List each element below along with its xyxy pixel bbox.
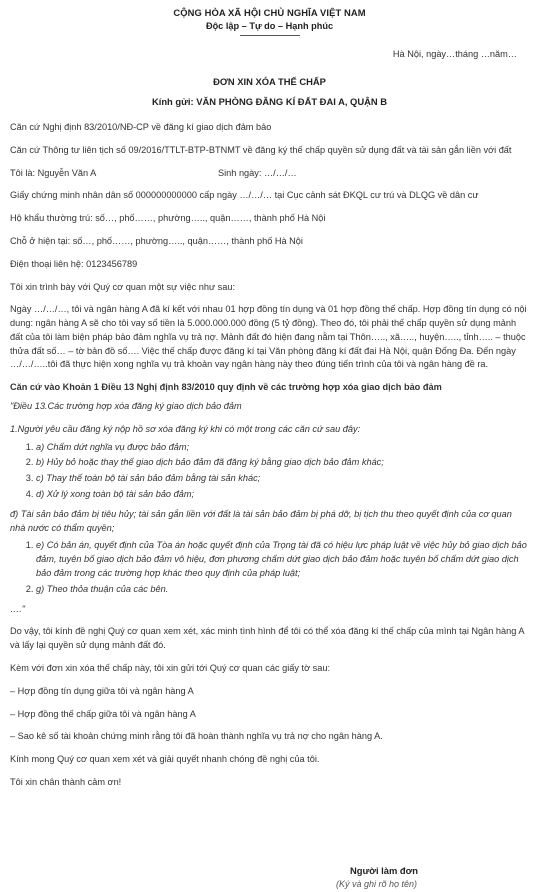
quote-list-2 bbox=[10, 539, 529, 596]
list-item: 2. b) Hủy bỏ hoặc thay thế giao dịch bảo đảm đã đăng ký bằng giao dịch bảo đảm khác; bbox=[36, 456, 529, 470]
place-date: Hà Nội, ngày…tháng …năm… bbox=[392, 48, 517, 59]
list-item: 4. d) Xử lý xong toàn bộ tài sản bảo đảm; bbox=[36, 488, 529, 502]
applicant-id: Giấy chứng minh nhân dân số 000000000000 cấp ngày …/…/… tại Cục cảnh sát ĐKQL cư trú và DLQG về dân cư bbox=[10, 190, 479, 201]
list-item: 1. e) Có bản án, quyết định của Tòa án hoặc quyết định của Trọng tài đã có hiệu lực pháp luật về việc hủy bỏ giao dịch bảo đảm, tuyên bố giao dịch bảo đảm vô hiệu, đơn phương chấm dứt giao dịch bảo đảm hoặc tuyên bố chấm dứt giao dịch bảo đảm trong các trường hợp khác theo quy định của pháp luật; bbox=[36, 539, 529, 580]
list-item: 3. c) Thay thế toàn bộ tài sản bảo đảm bằng tài sản khác; bbox=[36, 472, 529, 486]
signature-note: (Ký và ghi rõ họ tên) bbox=[336, 879, 418, 889]
header-divider bbox=[240, 35, 300, 36]
applicant-birthdate: Sinh ngày: …/…/… bbox=[218, 167, 297, 178]
recipient-line: Kính gửi: VĂN PHÒNG ĐĂNG KÍ ĐẤT ĐAI A, QUẬN B bbox=[151, 95, 388, 107]
legal-basis: Căn cứ vào Khoản 1 Điều 13 Nghị định 83/2010 quy định về các trường hợp xóa giao dịch bảo đảm bbox=[10, 382, 442, 393]
list-item: 1. a) Chấm dứt nghĩa vụ được bảo đảm; bbox=[36, 441, 529, 455]
story-text: Ngày …/…/…, tôi và ngân hàng A đã kí kết với nhau 01 hợp đồng tín dụng và 01 hợp đồng thế chấp. Hợp đồng tín dụng có nội dung: ngân hàng A sẽ cho tôi vay số tiền là 5.000.000.000 đồng (5 tỷ đồng). Theo đó, tôi phải thế chấp quyền sử dụng mảnh đất của tôi làm biện pháp bảo đảm nghĩa vụ trả nợ. Mảnh đất đó hiện đang nằm tại Thôn….., xã….., huyện….., tỉnh….. – thuộc thửa đất số… – tờ bản đồ số…. Việc thế chấp được đăng kí tại Văn phòng đăng kí đất đai Hà Nội, quận Đống Đa. Đến ngày …/…/…..tôi đã thực hiện xong nghĩa vụ trả khoản vay ngân hàng này theo đúng tiến trình của tôi và ngân hàng đề ra. bbox=[10, 304, 527, 370]
quote-ending: …." bbox=[10, 603, 26, 614]
national-title: CỘNG HÒA XÃ HỘI CHỦ NGHĨA VIỆT NAM bbox=[173, 7, 366, 18]
quote-heading: "Điều 13.Các trường hợp xóa đăng ký giao dịch bảo đảm bbox=[10, 401, 242, 412]
quote-clause-1: 1.Người yêu cầu đăng ký nộp hồ sơ xóa đăng ký khi có một trong các căn cứ sau đây: bbox=[10, 423, 361, 434]
attachment-item: – Hợp đồng thế chấp giữa tôi và ngân hàng A bbox=[10, 708, 196, 719]
closing-request: Kính mong Quý cơ quan xem xét và giải quyết nhanh chóng đề nghị của tôi. bbox=[10, 754, 320, 765]
closing-thanks: Tôi xin chân thành cảm ơn! bbox=[10, 777, 122, 788]
national-motto: Độc lập – Tự do – Hạnh phúc bbox=[205, 21, 334, 32]
basis-circular: Căn cứ Thông tư liên tịch số 09/2016/TTLT-BTP-BTNMT về đăng ký thế chấp quyền sử dụng đất và tài sản gắn liền với đất bbox=[10, 144, 512, 155]
applicant-phone: Điện thoại liên hệ: 0123456789 bbox=[10, 258, 138, 269]
applicant-household: Hộ khẩu thường trú: số…, phố……, phường….., quận……, thành phố Hà Nội bbox=[10, 213, 326, 224]
attachment-item: – Sao kê số tài khoản chứng minh rằng tôi đã hoàn thành nghĩa vụ trả nợ cho ngân hàng A. bbox=[10, 731, 383, 742]
attachments-intro: Kèm với đơn xin xóa thế chấp này, tôi xin gửi tới Quý cơ quan các giấy tờ sau: bbox=[10, 663, 331, 674]
basis-decree: Căn cứ Nghị định 83/2010/NĐ-CP về đăng kí giao dịch đảm bảo bbox=[10, 121, 272, 132]
request-text: Do vậy, tôi kính đề nghị Quý cơ quan xem xét, xác minh tình hình để tôi có thể xóa đăng kí thế chấp của mình tại Ngân hàng A và lấy lại quyền sử dụng mảnh đất đó. bbox=[10, 626, 525, 651]
intro-text: Tôi xin trình bày với Quý cơ quan một sự việc như sau: bbox=[10, 281, 236, 292]
signature-label: Người làm đơn bbox=[350, 865, 419, 876]
document-title: ĐƠN XIN XÓA THẾ CHẤP bbox=[213, 75, 326, 87]
applicant-name: Tôi là: Nguyễn Văn A bbox=[10, 167, 97, 178]
list-item: 2. g) Theo thỏa thuận của các bên. bbox=[36, 583, 529, 597]
quote-list-1 bbox=[10, 441, 529, 502]
quote-clause-d: đ) Tài sản bảo đảm bị tiêu hủy; tài sản gắn liền với đất là tài sản bảo đảm bị phá dỡ, bị tịch thu theo quyết định của cơ quan nhà nước có thẩm quyền; bbox=[10, 508, 512, 533]
applicant-address: Chỗ ở hiện tại: số…, phố……, phường….., quận……, thành phố Hà Nội bbox=[10, 235, 303, 246]
applicant-row bbox=[10, 167, 529, 181]
attachment-item: – Hợp đồng tín dụng giữa tôi và ngân hàng A bbox=[10, 685, 194, 696]
